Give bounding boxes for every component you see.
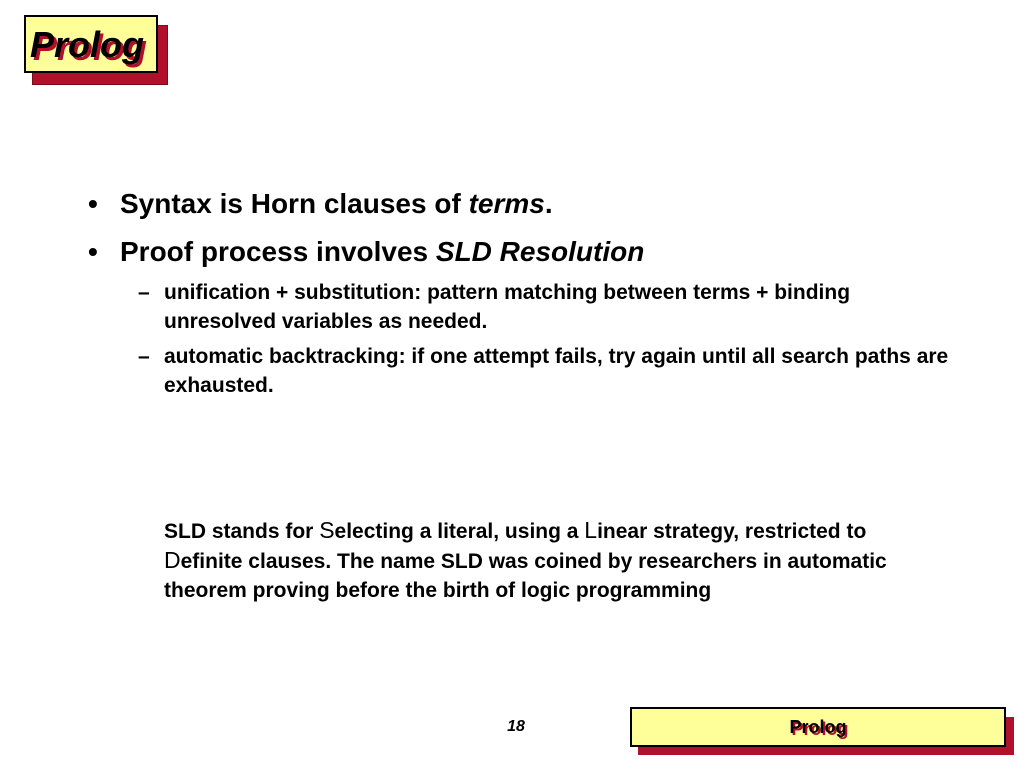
bullet-mark: • bbox=[88, 236, 98, 267]
footer-box bbox=[630, 707, 1006, 747]
slide-title: Prolog bbox=[30, 24, 144, 65]
sub-bullet-mark: – bbox=[138, 281, 150, 304]
note-text: efinite clauses. The name SLD was coined by researchers in automatic theorem proving before the birth of logic programming bbox=[164, 550, 887, 602]
bullet-list bbox=[88, 180, 948, 406]
note-initial: D bbox=[164, 547, 181, 573]
note-initial: S bbox=[319, 517, 335, 543]
bullet-mark: • bbox=[88, 188, 98, 219]
bullet-text-end: . bbox=[544, 188, 553, 219]
title-badge bbox=[24, 15, 170, 83]
sub-bullet-text: unification + substitution: pattern matching between terms + binding unresolved variables as needed. bbox=[164, 281, 851, 333]
title-box bbox=[24, 15, 158, 73]
footer-label: Prolog bbox=[789, 717, 847, 737]
bullet-text: Proof process involves bbox=[120, 236, 436, 267]
sub-bullet-item bbox=[88, 342, 954, 400]
bullet-emphasis: SLD Resolution bbox=[435, 236, 645, 267]
bullet-item bbox=[88, 228, 948, 276]
sub-bullet-item bbox=[88, 278, 954, 336]
page-number: 18 bbox=[507, 718, 525, 735]
sub-bullet-mark: – bbox=[138, 345, 150, 368]
footer-badge bbox=[630, 707, 1014, 755]
sub-bullet-text: automatic backtracking: if one attempt fails, try again until all search paths are exhausted. bbox=[164, 345, 949, 397]
bullet-emphasis: terms bbox=[468, 188, 545, 219]
note-initial: L bbox=[584, 517, 598, 543]
bullet-text: Syntax is Horn clauses of bbox=[120, 188, 469, 219]
note-text: electing a literal, using a bbox=[334, 520, 585, 543]
note-text: SLD stands for bbox=[164, 520, 320, 543]
bullet-item bbox=[88, 180, 948, 228]
sld-note bbox=[164, 516, 924, 605]
note-text: inear strategy, restricted to bbox=[597, 520, 867, 543]
